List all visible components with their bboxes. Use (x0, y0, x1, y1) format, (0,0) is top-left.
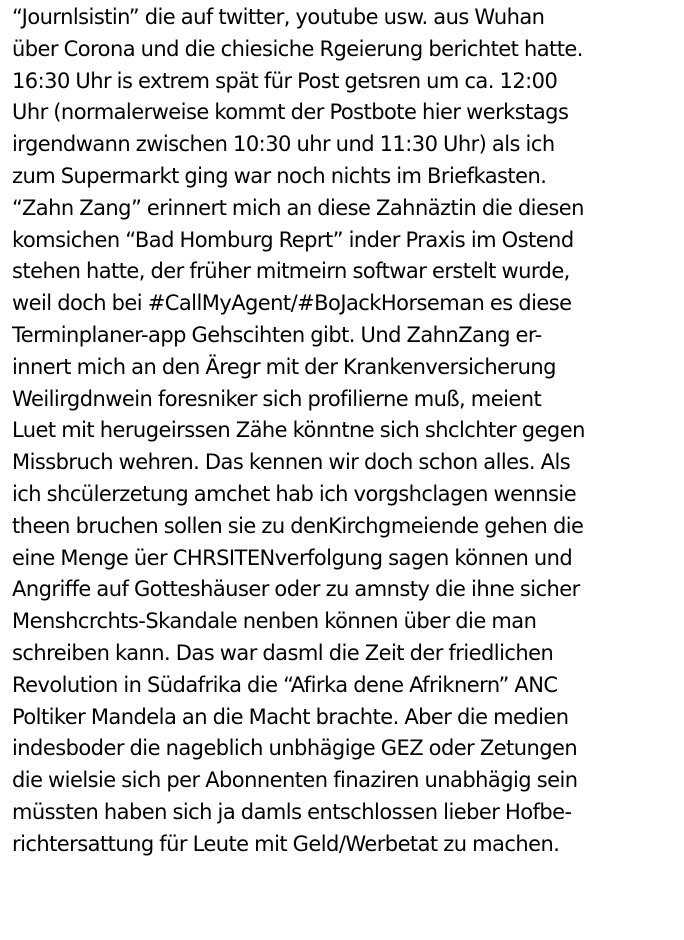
text-line: indesboder die nageblich unbhägige GEZ oder Zetungen (12, 736, 578, 761)
text-line: die wielsie sich per Abonnenten finaziren unabhägig sein (12, 768, 578, 793)
text-line: komsichen “Bad Homburg Reprt” inder Praxis im Ostend (12, 227, 574, 252)
text-line: “Journlsistin” die auf twitter, youtube usw. aus Wuhan (12, 5, 545, 29)
text-line: über Corona und die chiesiche Rgeierung berichtet hatte. (12, 36, 583, 61)
text-line: Angriffe auf Gotteshäuser oder zu amnsty die ihne sicher (12, 577, 580, 602)
text-line: müssten haben sich ja damls entschlossen lieber Hofbe- (12, 799, 572, 824)
document-page (12, 2, 680, 861)
text-line: stehen hatte, der früher mitmeirn softwar erstelt wurde, (12, 259, 570, 284)
text-line: theen bruchen sollen sie zu denKirchgmeiende gehen die (12, 513, 584, 538)
text-line: Uhr (normalerweise kommt der Postbote hier werkstags (12, 100, 569, 125)
text-line: Weilirgdnwein foresniker sich profilierne muß, meient (12, 386, 542, 411)
text-line: schreiben kann. Das war dasml die Zeit der friedlichen (12, 640, 554, 665)
text-line: Poltiker Mandela an die Macht brachte. Aber die medien (12, 704, 569, 729)
text-line: ich shcülerzetung amchet hab ich vorgshclagen wennsie (12, 481, 577, 506)
text-line: weil doch bei #CallMyAgent/#BoJackHorseman es diese (12, 291, 572, 316)
text-line: richtersattung für Leute mit Geld/Werbetat zu machen. (12, 831, 560, 856)
text-line: Menshcrchts-Skandale nenben können über die man (12, 609, 537, 634)
text-line: Missbruch wehren. Das kennen wir doch schon alles. Als (12, 450, 571, 475)
text-line: Terminplaner-app Gehscihten gibt. Und ZahnZang er- (12, 322, 542, 347)
text-line: irgendwann zwischen 10:30 uhr und 11:30 Uhr) als ich (12, 132, 555, 157)
text-line: Revolution in Südafrika die “Afirka dene Afriknern” ANC (12, 672, 558, 697)
text-line: “Zahn Zang” erinnert mich an diese Zahnäztin die diesen (12, 195, 584, 220)
text-line: Luet mit herugeirssen Zähe könntne sich shclchter gegen (12, 418, 585, 443)
text-line: eine Menge üer CHRSITENverfolgung sagen können und (12, 545, 573, 570)
text-line: 16:30 Uhr is extrem spät für Post getsren um ca. 12:00 (12, 68, 558, 93)
text-line: innert mich an den Äregr mit der Krankenversicherung (12, 354, 556, 379)
text-line: zum Supermarkt ging war noch nichts im Briefkasten. (12, 163, 547, 188)
